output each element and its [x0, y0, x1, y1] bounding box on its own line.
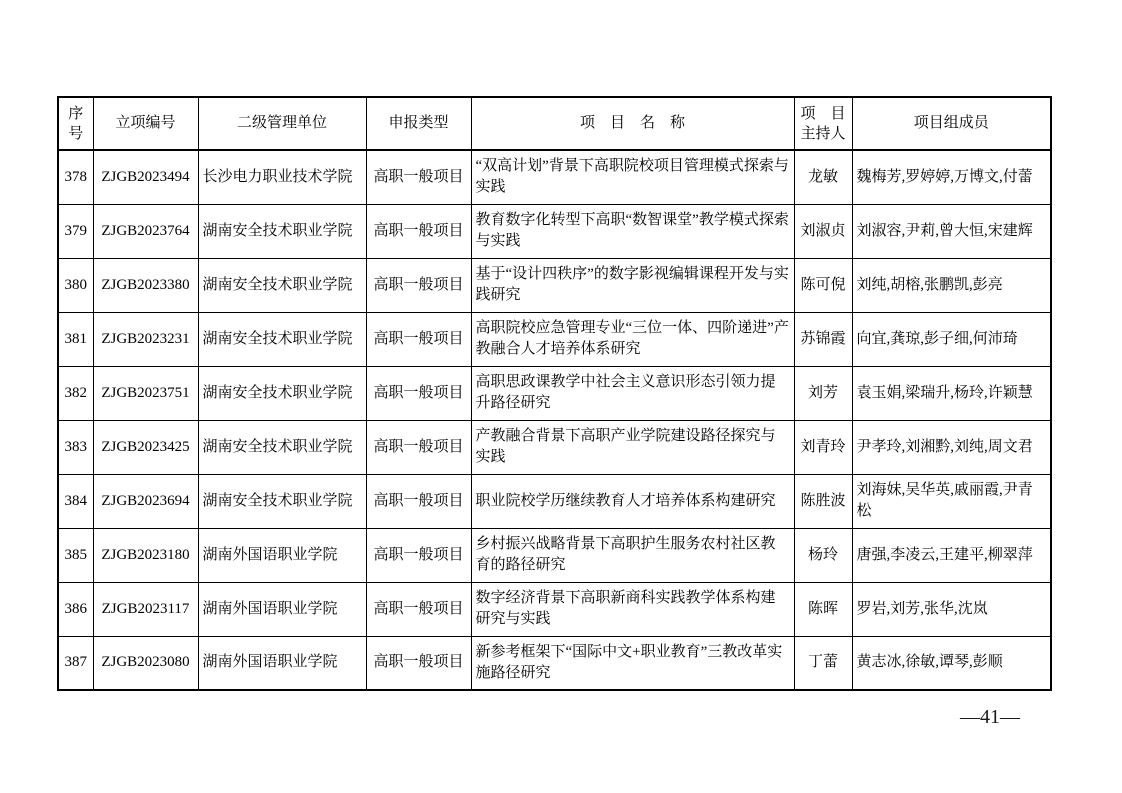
header-management-unit: 二级管理单位: [198, 97, 366, 150]
cell-application-type: 高职一般项目: [366, 312, 471, 366]
cell-management-unit: 湖南外国语职业学院: [198, 528, 366, 582]
project-approval-table: [57, 96, 1052, 691]
cell-project-number: ZJGB2023425: [93, 420, 198, 474]
cell-project-leader: 刘淑贞: [794, 204, 852, 258]
cell-application-type: 高职一般项目: [366, 420, 471, 474]
table-body: [58, 150, 1051, 690]
header-project-name: 项 目 名 称: [471, 97, 794, 150]
table-row: [58, 258, 1051, 312]
cell-project-name: 教育数字化转型下高职“数智课堂”教学模式探索与实践: [471, 204, 794, 258]
cell-project-number: ZJGB2023117: [93, 582, 198, 636]
cell-project-name: 高职思政课教学中社会主义意识形态引领力提升路径研究: [471, 366, 794, 420]
header-application-type: 申报类型: [366, 97, 471, 150]
cell-project-name: 高职院校应急管理专业“三位一体、四阶递进”产教融合人才培养体系研究: [471, 312, 794, 366]
header-project-no: 立项编号: [93, 97, 198, 150]
table-row: [58, 420, 1051, 474]
cell-project-members: 黄志冰,徐敏,谭琴,彭顺: [852, 636, 1051, 690]
cell-project-members: 袁玉娟,梁瑞升,杨玲,许颖慧: [852, 366, 1051, 420]
header-seq-line1: 序: [68, 105, 84, 122]
table-row: [58, 636, 1051, 690]
table-row: [58, 474, 1051, 528]
cell-application-type: 高职一般项目: [366, 258, 471, 312]
cell-project-name: 产教融合背景下高职产业学院建设路径探究与实践: [471, 420, 794, 474]
cell-project-leader: 陈胜波: [794, 474, 852, 528]
cell-project-number: ZJGB2023751: [93, 366, 198, 420]
cell-seq-number: 385: [58, 528, 93, 582]
cell-project-name: 数字经济背景下高职新商科实践教学体系构建研究与实践: [471, 582, 794, 636]
cell-project-leader: 苏锦霞: [794, 312, 852, 366]
header-leader-line1: 项 目: [800, 105, 846, 122]
cell-seq-number: 383: [58, 420, 93, 474]
cell-seq-number: 382: [58, 366, 93, 420]
cell-project-leader: 杨玲: [794, 528, 852, 582]
cell-project-number: ZJGB2023494: [93, 150, 198, 204]
header-leader-line2: 主持人: [800, 125, 846, 142]
cell-seq-number: 386: [58, 582, 93, 636]
cell-project-leader: 丁蕾: [794, 636, 852, 690]
cell-application-type: 高职一般项目: [366, 582, 471, 636]
cell-management-unit: 湖南安全技术职业学院: [198, 312, 366, 366]
table-row: [58, 204, 1051, 258]
cell-application-type: 高职一般项目: [366, 528, 471, 582]
cell-application-type: 高职一般项目: [366, 204, 471, 258]
table-row: [58, 582, 1051, 636]
cell-management-unit: 湖南安全技术职业学院: [198, 204, 366, 258]
cell-seq-number: 384: [58, 474, 93, 528]
cell-project-members: 刘海妹,吴华英,戚丽霞,尹青松: [852, 474, 1051, 528]
cell-project-number: ZJGB2023180: [93, 528, 198, 582]
cell-project-leader: 刘芳: [794, 366, 852, 420]
cell-project-number: ZJGB2023694: [93, 474, 198, 528]
cell-management-unit: 湖南外国语职业学院: [198, 636, 366, 690]
table-header-row: [58, 97, 1051, 150]
cell-management-unit: 长沙电力职业技术学院: [198, 150, 366, 204]
cell-project-leader: 刘青玲: [794, 420, 852, 474]
cell-application-type: 高职一般项目: [366, 636, 471, 690]
cell-project-leader: 龙敏: [794, 150, 852, 204]
table-row: [58, 150, 1051, 204]
cell-seq-number: 379: [58, 204, 93, 258]
cell-project-number: ZJGB2023380: [93, 258, 198, 312]
header-members: 项目组成员: [852, 97, 1051, 150]
page-number: —41—: [960, 706, 1020, 728]
cell-management-unit: 湖南外国语职业学院: [198, 582, 366, 636]
table-row: [58, 312, 1051, 366]
cell-project-leader: 陈可倪: [794, 258, 852, 312]
header-leader: [794, 97, 852, 150]
cell-project-name: “双高计划”背景下高职院校项目管理模式探索与实践: [471, 150, 794, 204]
table-row: [58, 366, 1051, 420]
header-seq-line2: 号: [68, 125, 84, 142]
cell-project-members: 唐强,李凌云,王建平,柳翠萍: [852, 528, 1051, 582]
cell-project-members: 魏梅芳,罗婷婷,万博文,付蕾: [852, 150, 1051, 204]
table-row: [58, 528, 1051, 582]
cell-seq-number: 380: [58, 258, 93, 312]
cell-project-members: 刘纯,胡榕,张鹏凯,彭亮: [852, 258, 1051, 312]
cell-project-number: ZJGB2023764: [93, 204, 198, 258]
header-seq: [58, 97, 93, 150]
cell-management-unit: 湖南安全技术职业学院: [198, 474, 366, 528]
cell-project-name: 乡村振兴战略背景下高职护生服务农村社区教育的路径研究: [471, 528, 794, 582]
cell-project-number: ZJGB2023080: [93, 636, 198, 690]
cell-project-members: 向宜,龚琼,彭子细,何沛琦: [852, 312, 1051, 366]
cell-seq-number: 378: [58, 150, 93, 204]
cell-application-type: 高职一般项目: [366, 150, 471, 204]
cell-project-members: 罗岩,刘芳,张华,沈岚: [852, 582, 1051, 636]
cell-seq-number: 387: [58, 636, 93, 690]
cell-project-leader: 陈晖: [794, 582, 852, 636]
cell-application-type: 高职一般项目: [366, 366, 471, 420]
cell-management-unit: 湖南安全技术职业学院: [198, 420, 366, 474]
cell-project-name: 新参考框架下“国际中文+职业教育”三教改革实施路径研究: [471, 636, 794, 690]
cell-project-number: ZJGB2023231: [93, 312, 198, 366]
table-header: [58, 97, 1051, 150]
cell-project-members: 尹孝玲,刘湘黔,刘纯,周文君: [852, 420, 1051, 474]
cell-management-unit: 湖南安全技术职业学院: [198, 258, 366, 312]
cell-application-type: 高职一般项目: [366, 474, 471, 528]
cell-project-members: 刘淑容,尹莉,曾大恒,宋建辉: [852, 204, 1051, 258]
cell-project-name: 基于“设计四秩序”的数字影视编辑课程开发与实践研究: [471, 258, 794, 312]
cell-seq-number: 381: [58, 312, 93, 366]
cell-management-unit: 湖南安全技术职业学院: [198, 366, 366, 420]
cell-project-name: 职业院校学历继续教育人才培养体系构建研究: [471, 474, 794, 528]
